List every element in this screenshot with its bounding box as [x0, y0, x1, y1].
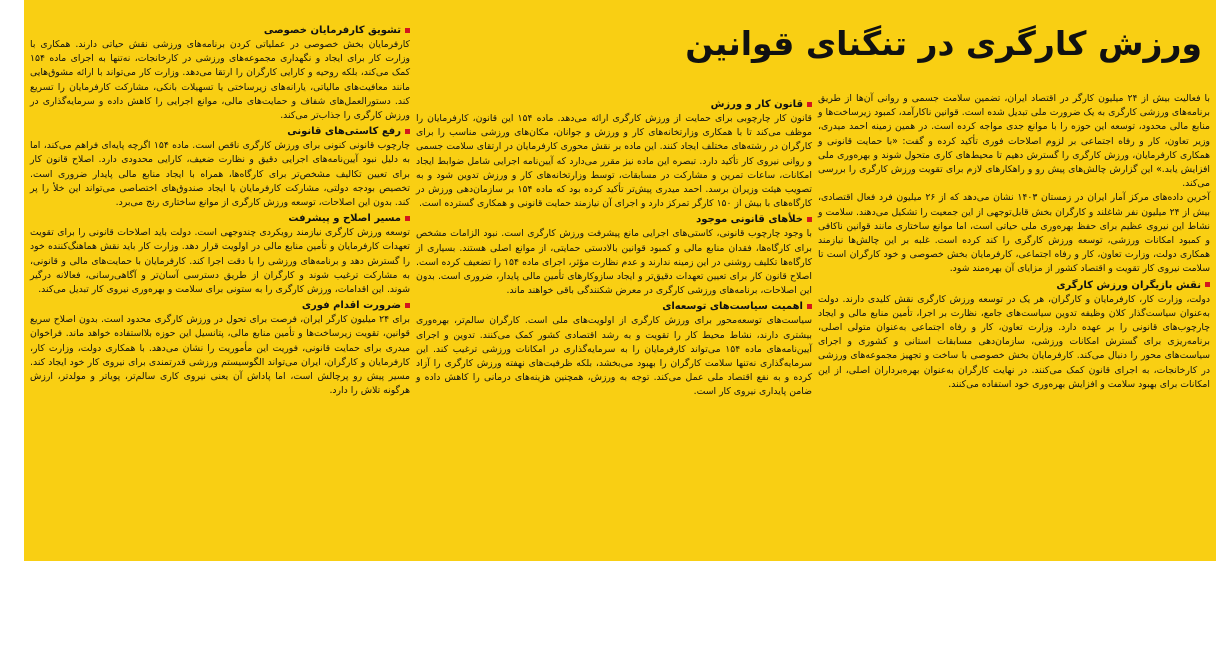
column-middle	[416, 96, 812, 657]
bullet-icon	[405, 28, 410, 33]
bullet-icon	[807, 102, 812, 107]
section-body-incentive: کارفرمایان بخش خصوصی در عملیاتی کردن برنامه‌های ورزشی نقش حیاتی دارند. همکاری با وزارت کار برای ایجاد و نگهداری مجموعه‌های ورزشی در کارخانجات، نه‌تنها به اجرای ماده ۱۵۴ کمک می‌کند، بلکه روحیه و کارایی کارگران را ارتقا می‌دهد. وزارت کار می‌تواند با ارائه مشوق‌هایی مانند معافیت‌های مالیاتی، یارانه‌های زیرساختی یا تسهیلات بانکی، مشارکت کارفرمایان را تسریع کند. دستورالعمل‌های شفاف و حمایت‌های مالی، موانع اجرایی را کاهش داده و سرمایه‌گذاری در ورزش کارگری را جذاب‌تر می‌کند.	[30, 39, 410, 122]
section-title-path: مسیر اصلاح و پیشرفت	[30, 211, 410, 226]
intro-paragraph-2: آخرین داده‌های مرکز آمار ایران در زمستان ۱۴۰۳ نشان می‌دهد که از ۲۶ میلیون فرد فعال اقتصادی، بیش از ۲۴ میلیون نفر شاغلند و کارگران بخش قابل‌توجهی از این جمعیت را تشکیل می‌دهند. سلامت و نشاط این نیروی عظیم برای حفظ بهره‌وری ملی حیاتی است، اما موانع ساختاری مانند قوانین ناکافی و کمبود امکانات ورزشی، توسعه ورزش کارگری را کند کرده است. غلبه بر این چالش‌ها نیازمند همکاری دولت، وزارت تعاون، کار و رفاه اجتماعی، کارفرمایان بخش خصوصی و خود کارگران است تا سلامت نیروی کار تقویت و اقتصاد کشور از مزایای آن بهره‌مند شود.	[818, 192, 1210, 275]
section-body-gaps: با وجود چارچوب قانونی، کاستی‌های اجرایی مانع پیشرفت ورزش کارگری است. نبود الزامات مشخص برای کارگاه‌ها، فقدان منابع مالی و کمبود قوانین بالادستی حمایتی، از موانع اصلی هستند. بسیاری از کارگاه‌ها تکلیف روشنی در این زمینه ندارند و عدم نظارت مؤثر، اجرای ماده ۱۵۴ را تضعیف کرده است. اصلاح قانون کار برای تعیین تعهدات دقیق‌تر و ایجاد سازوکارهای تأمین مالی پایدار، ضروری است. بدون این اصلاحات، برنامه‌های ورزشی کارگری در معرض شکنندگی باقی خواهند ماند.	[416, 228, 812, 297]
newspaper-page	[24, 0, 1216, 561]
headline: ورزش کارگری در تنگنای قوانین	[685, 24, 1202, 63]
section-title-law: قانون کار و ورزش	[416, 97, 812, 112]
section-title-actors: نقش بازیگران ورزش کارگری	[818, 278, 1210, 293]
bullet-icon	[1205, 282, 1210, 287]
bullet-icon	[405, 129, 410, 134]
column-left	[30, 22, 410, 583]
section-body-urgent: برای ۲۴ میلیون کارگر ایران، فرصت برای تحول در ورزش کارگری محدود است. بدون اصلاح سریع قوانین، تقویت زیرساخت‌ها و تأمین منابع مالی، پتانسیل این حوزه بلااستفاده خواهد ماند. فراخوان میدری برای حمایت قانونی، فوریت این مأموریت را نشان می‌دهد. با همکاری دولت، وزارت کار، کارفرمایان و کارگران، ایران می‌تواند الگوسیستم ورزشی قدرتمندی برای نیروی کار خود ایجاد کند. مسیر پیش رو پرچالش است، اما پاداش آن یعنی نیروی کاری سالم‌تر، پویاتر و مولدتر، ارزش هرگونه تلاش را دارد.	[30, 314, 410, 397]
section-body-law: قانون کار چارچوبی برای حمایت از ورزش کارگری ارائه می‌دهد. ماده ۱۵۴ این قانون، کارفرمایان را موظف می‌کند تا با همکاری وزارتخانه‌های کار و ورزش و جوانان، مکان‌های ورزشی مناسب را برای کارگران در رشته‌های مختلف ایجاد کنند. این ماده بر نقش محوری کارفرمایان در ارتقای سلامت جسمی و روانی نیروی کار تأکید دارد. تبصره این ماده نیز مقرر می‌دارد که آیین‌نامه اجرایی شامل ضوابط ایجاد امکانات، ساعات تمرین و مشارکت در مسابقات، توسط وزارتخانه‌های کار و ورزش تدوین شود و به تصویب هیئت وزیران برسد. احمد میدری پیش‌تر تأکید کرده بود که ماده ۱۵۴ بر سازمان‌دهی ورزش در کارگاه‌های با بیش از ۱۵۰ کارگر تمرکز دارد و اجرای آن نیازمند حمایت قانونی و همکاری گسترده است.	[416, 113, 812, 210]
intro-paragraph: با فعالیت بیش از ۲۴ میلیون کارگر در اقتصاد ایران، تضمین سلامت جسمی و روانی آن‌ها از طریق برنامه‌های ورزشی کارگری به یک ضرورت ملی تبدیل شده است. قوانین ناکارآمد، کمبود زیرساخت‌ها و منابع مالی محدود، توسعه این حوزه را با موانع جدی مواجه کرده است. در همین زمینه احمد میدری، وزیر تعاون، کار و رفاه اجتماعی بر لزوم اصلاحات فوری تأکید کرده و گفت: «با حمایت قانونی و همکاری کارفرمایان، ورزش کارگری را گسترش دهیم تا محیط‌های کاری متحول شوند و بهره‌وری ملی افزایش یابد.» این گزارش چالش‌های پیش رو و راهکارهای لازم برای تقویت ورزش کارگری را بررسی می‌کند.	[818, 93, 1210, 190]
bullet-icon	[405, 216, 410, 221]
section-title-incentive: تشویق کارفرمایان خصوصی	[30, 23, 410, 38]
section-title-urgent: ضرورت اقدام فوری	[30, 298, 410, 313]
bullet-icon	[807, 304, 812, 309]
section-body-policy: سیاست‌های توسعه‌محور برای ورزش کارگری از اولویت‌های ملی است. کارگران سالم‌تر، بهره‌وری بیشتری دارند، نشاط محیط کار را تقویت و به رشد اقتصادی کشور کمک می‌کنند. تدوین و اجرای آیین‌نامه‌های ماده ۱۵۴ می‌تواند کارفرمایان را به سرمایه‌گذاری در امکانات ورزشی ترغیب کند. این سرمایه‌گذاری نه‌تنها سلامت کارگران را بهبود می‌بخشد، بلکه ظرفیت‌های نهفته ورزش کارگری را آزاد کرده و به نفع اقتصاد ملی عمل می‌کند. توجه به ورزش، همچنین هزینه‌های درمانی را کاهش داده و ضامن پایداری نیروی کار است.	[416, 315, 812, 398]
bullet-icon	[807, 217, 812, 222]
section-title-fix: رفع کاستی‌های قانونی	[30, 124, 410, 139]
section-title-gaps: خلأهای قانونی موجود	[416, 212, 812, 227]
section-title-policy: اهمیت سیاست‌های توسعه‌ای	[416, 299, 812, 314]
section-body-fix: چارچوب قانونی کنونی برای ورزش کارگری ناقص است. ماده ۱۵۴ اگرچه پایه‌ای فراهم می‌کند، اما به دلیل نبود آیین‌نامه‌های اجرایی دقیق و نظارت ضعیف، کارایی محدودی دارد. اصلاح قانون کار برای تعیین تکالیف مشخص‌تر برای کارگاه‌ها، همراه با ایجاد منابع مالی پایدار ضروری است. تخصیص بودجه دولتی، مشارکت کارفرمایان یا ایجاد صندوق‌های اختصاصی می‌تواند این خلأ را پر کند. بدون این اصلاحات، توسعه ورزش کارگری از موانع ساختاری رنج می‌برد.	[30, 140, 410, 209]
bullet-icon	[405, 303, 410, 308]
section-body-path: توسعه ورزش کارگری نیازمند رویکردی چندوجهی است. دولت باید اصلاحات قانونی را برای تقویت تعهدات کارفرمایان و تأمین منابع مالی در اولویت قرار دهد. وزارت کار باید نقش هماهنگ‌کننده خود را گسترش دهد و برنامه‌های ورزشی را با دقت اجرا کند. کارفرمایان با حمایت‌های مالی و قانونی، به مشارکت ترغیب شوند و کارگران از طریق دسترسی آسان‌تر و آگاهی‌رسانی، فعالانه درگیر شوند. این اقدامات، ورزش کارگری را به ستونی برای سلامت و بهره‌وری نیروی کار تبدیل می‌کند.	[30, 227, 410, 296]
section-body-actors: دولت، وزارت کار، کارفرمایان و کارگران، هر یک در توسعه ورزش کارگری نقش کلیدی دارند. دولت به‌عنوان سیاست‌گذار کلان وظیفه تدوین سیاست‌های جامع، نظارت بر اجرا، تأمین منابع مالی و ایجاد چارچوب‌های قانونی را بر عهده دارد. وزارت تعاون، کار و رفاه اجتماعی به‌عنوان متولی اصلی، برنامه‌ریزی برای گسترش امکانات ورزشی، سازمان‌دهی مسابقات استانی و کشوری و اجرای سیاست‌های محور را دنبال می‌کند. کارفرمایان بخش خصوصی با ساخت و تجهیز مجموعه‌های ورزشی در کارخانجات، به اجرای قانون کمک می‌کنند. در نهایت کارگران به‌عنوان بهره‌برداران اصلی، از این امکانات برای بهبود سلامت و افزایش بهره‌وری خود استفاده می‌کنند.	[818, 293, 1210, 390]
